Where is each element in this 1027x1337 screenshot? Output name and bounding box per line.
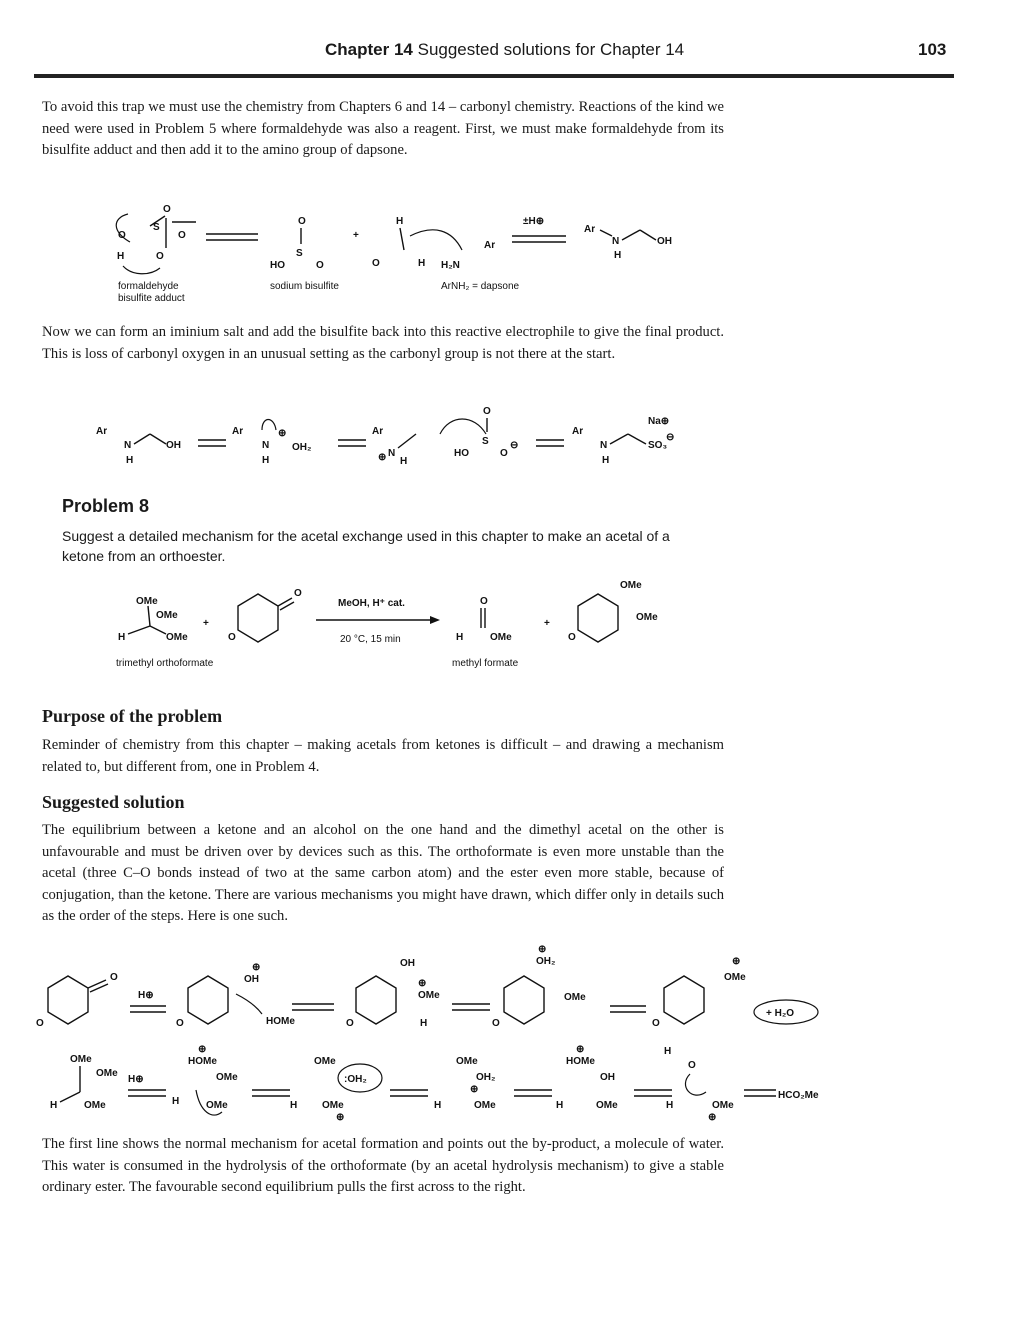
plus-sign: + (544, 618, 550, 629)
atom-ome: OMe (322, 1100, 344, 1111)
page-number: 103 (918, 40, 947, 59)
bond (134, 434, 150, 444)
ring (664, 976, 704, 1024)
caption-methyl-formate: methyl formate (452, 658, 519, 669)
atom-h: H (117, 251, 125, 262)
atom-oh2: OH₂ (536, 956, 556, 967)
atom-o: O (110, 972, 118, 983)
atom-o: O (483, 406, 491, 417)
header-rule (34, 74, 954, 78)
atom-ome: OMe (474, 1100, 496, 1111)
atom-ome: OMe (314, 1056, 336, 1067)
intro-paragraph: To avoid this trap we must use the chemistry from Chapters 6 and 14 – carbonyl chemistry. Reactions of the kind we need were used in Problem 5 where formaldehyde was also a reagent. First, we must make formaldehyde from its bisulfite adduct and then add it to the amino group of dapsone. (42, 99, 724, 158)
atom-ar: Ar (572, 426, 584, 437)
curly-arrow-2 (123, 266, 160, 274)
atom-n: N (262, 440, 270, 451)
atom-oh2: OH₂ (476, 1072, 496, 1083)
atom-ome: OMe (418, 990, 440, 1001)
atom-ome: OMe (564, 992, 586, 1003)
atom-ome: OMe (136, 596, 158, 607)
atom-ome: OMe (166, 632, 188, 643)
solution-heading: Suggested solution (42, 792, 185, 812)
scheme-bisulfite-adduct (0, 196, 1027, 308)
atom-ome: OMe (490, 632, 512, 643)
charge: ⊕ (708, 1112, 717, 1123)
atom-ar: Ar (372, 426, 384, 437)
atom-o: O (294, 588, 302, 599)
plus-sign: + (203, 618, 209, 629)
bond (610, 434, 628, 444)
atom-h: H (456, 632, 464, 643)
atom-ome: OMe (456, 1056, 478, 1067)
atom-h: H (418, 258, 426, 269)
scheme-acetal-exchange (0, 576, 1027, 676)
atom-oh: OH (166, 440, 181, 451)
atom-ome: OMe (724, 972, 746, 983)
atom-home: HOMe (266, 1016, 295, 1027)
atom-h: H (126, 455, 134, 466)
atom-o: O (480, 596, 488, 607)
atom-h: H (172, 1096, 180, 1107)
scheme-mechanism (0, 942, 1027, 1132)
atom-n: N (124, 440, 132, 451)
charge: ⊕ (252, 962, 261, 973)
atom-ome: OMe (70, 1054, 92, 1065)
atom-s: S (296, 248, 303, 259)
reagents-label: MeOH, H⁺ cat. (338, 598, 405, 609)
atom-ar: Ar (96, 426, 108, 437)
charge: ⊕ (278, 428, 287, 439)
atom-h: H (666, 1100, 674, 1111)
charge: ⊕ (336, 1112, 345, 1123)
atom-o: O (156, 251, 164, 262)
atom-o: O (118, 230, 126, 241)
atom-ome: OMe (216, 1072, 238, 1083)
atom-ar: Ar (484, 240, 496, 251)
atom-ome: OMe (84, 1100, 106, 1111)
atom-o: O (178, 230, 186, 241)
atom-h: H (262, 455, 270, 466)
atom-h2n: H₂N (441, 260, 460, 271)
problem-heading: Problem 8 (62, 496, 150, 516)
iminium-paragraph: Now we can form an iminium salt and add the bisulfite back into this reactive electrophile to give the final product. This is loss of carbonyl oxygen in an unusual setting as the carbonyl group is not there at the start. (42, 324, 724, 362)
bond (400, 228, 404, 250)
atom-n: N (600, 440, 608, 451)
curly-arrow (685, 1074, 706, 1095)
curly-arrow (262, 420, 276, 431)
proton-label: H⊕ (138, 990, 154, 1001)
atom-o: O (500, 448, 508, 459)
atom-ar: Ar (584, 224, 596, 235)
purpose-heading: Purpose of the problem (42, 706, 223, 726)
atom-h: H (50, 1100, 58, 1111)
charge: ⊖ (666, 432, 675, 443)
atom-o: O (163, 204, 171, 215)
atom-h: H (434, 1100, 442, 1111)
solution-text: The equilibrium between a ketone and an alcohol on the one hand and the dimethyl acetal on the other is unfavourable and must be driven over by devices such as this. The orthoformate is even more unstable than the acetal (three C–O bonds instead of two at the same carbon atom) and the ester even more stable, because of conjugation, than the ketone. There are various mechanisms you might have drawn, which differ only in details such as the order of the steps. Here is one such. (42, 822, 724, 924)
bond (640, 230, 656, 240)
atom-n: N (612, 236, 620, 247)
ring (578, 594, 618, 642)
atom-o: O (36, 1018, 44, 1029)
atom-h: H (420, 1018, 428, 1029)
bond (128, 626, 150, 634)
atom-o: O (688, 1060, 696, 1071)
charge: ⊕ (418, 978, 427, 989)
atom-home: HOMe (566, 1056, 595, 1067)
atom-na: Na⊕ (648, 416, 670, 427)
water-byproduct: + H₂O (766, 1008, 795, 1019)
atom-ome: OMe (712, 1100, 734, 1111)
atom-o: O (176, 1018, 184, 1029)
atom-o: O (652, 1018, 660, 1029)
caption-adduct-line1: formaldehyde (118, 281, 179, 292)
bond (60, 1092, 80, 1102)
ring (356, 976, 396, 1024)
bond (148, 606, 150, 626)
methyl-formate-product: HCO₂Me (778, 1090, 819, 1101)
atom-ome: OMe (596, 1100, 618, 1111)
chapter-title: Suggested solutions for Chapter 14 (417, 40, 685, 59)
ring (238, 594, 278, 642)
bond (150, 626, 166, 634)
charge: ⊕ (538, 944, 547, 955)
atom-h: H (664, 1046, 672, 1057)
atom-oh: OH (400, 958, 415, 969)
atom-h: H (118, 632, 126, 643)
atom-oh: OH (600, 1072, 615, 1083)
atom-oh2: OH₂ (292, 442, 312, 453)
final-paragraph: The first line shows the normal mechanism for acetal formation and points out the by-product, a molecule of water. This water is consumed in the hydrolysis of the orthoformate (by an acetal hydrolysis mechanism) to give a stable ordinary ester. The favourable second equilibrium pulls the first across to the right. (42, 1136, 724, 1195)
atom-home: HOMe (188, 1056, 217, 1067)
atom-h: H (396, 216, 404, 227)
atom-ome: OMe (206, 1100, 228, 1111)
charge: ⊕ (378, 452, 387, 463)
ring (48, 976, 88, 1024)
charge: ⊕ (576, 1044, 585, 1055)
ring (504, 976, 544, 1024)
atom-n: N (388, 448, 396, 459)
plus-sign: + (353, 230, 359, 241)
atom-ho: HO (454, 448, 469, 459)
atom-o: O (492, 1018, 500, 1029)
charge: ⊕ (198, 1044, 207, 1055)
proton-shift-label: ±H⊕ (523, 216, 545, 227)
proton-label: H⊕ (128, 1074, 144, 1085)
atom-o: O (372, 258, 380, 269)
atom-h: H (614, 250, 622, 261)
running-header (325, 40, 684, 60)
caption-orthoformate: trimethyl orthoformate (116, 658, 214, 669)
conditions-label: 20 °C, 15 min (340, 634, 401, 645)
caption-sodium-bisulfite: sodium bisulfite (270, 281, 339, 292)
bond (150, 434, 166, 444)
atom-s: S (482, 436, 489, 447)
bond (398, 434, 416, 448)
atom-h: H (602, 455, 610, 466)
caption-dapsone: ArNH₂ = dapsone (441, 281, 520, 292)
bond (600, 230, 612, 236)
atom-s: S (153, 222, 160, 233)
caption-adduct-line2: bisulfite adduct (118, 293, 185, 304)
bond (622, 230, 640, 240)
ring (188, 976, 228, 1024)
atom-ome: OMe (636, 612, 658, 623)
curly-arrow-3 (410, 230, 462, 250)
purpose-text: Reminder of chemistry from this chapter – making acetals from ketones is difficult – and drawing a mechanism related to, but different from, one in Problem 4. (42, 737, 724, 775)
charge: ⊕ (470, 1084, 479, 1095)
atom-ar: Ar (232, 426, 244, 437)
chapter-label: Chapter 14 (325, 40, 413, 59)
atom-o: O (346, 1018, 354, 1029)
atom-oh: OH (657, 236, 672, 247)
atom-oh: OH (244, 974, 259, 985)
attacking-water: :OH₂ (344, 1074, 367, 1085)
atom-h: H (290, 1100, 298, 1111)
arrow-head (430, 616, 440, 624)
atom-ome: OMe (96, 1068, 118, 1079)
atom-ho: HO (270, 260, 285, 271)
problem-statement: Suggest a detailed mechanism for the acetal exchange used in this chapter to make an acetal of a ketone from an orthoester. (62, 528, 670, 564)
atom-h: H (556, 1100, 564, 1111)
charge: ⊕ (732, 956, 741, 967)
atom-h: H (400, 456, 408, 467)
atom-ome: OMe (620, 580, 642, 591)
atom-ome: OMe (156, 610, 178, 621)
atom-so3: SO₃ (648, 440, 668, 451)
scheme-iminium-formation (0, 400, 1027, 472)
atom-o: O (298, 216, 306, 227)
curly-arrow (236, 994, 262, 1014)
curly-arrow (440, 419, 486, 434)
atom-o: O (228, 632, 236, 643)
atom-o: O (568, 632, 576, 643)
bond (628, 434, 646, 444)
charge: ⊖ (510, 440, 519, 451)
atom-o: O (316, 260, 324, 271)
